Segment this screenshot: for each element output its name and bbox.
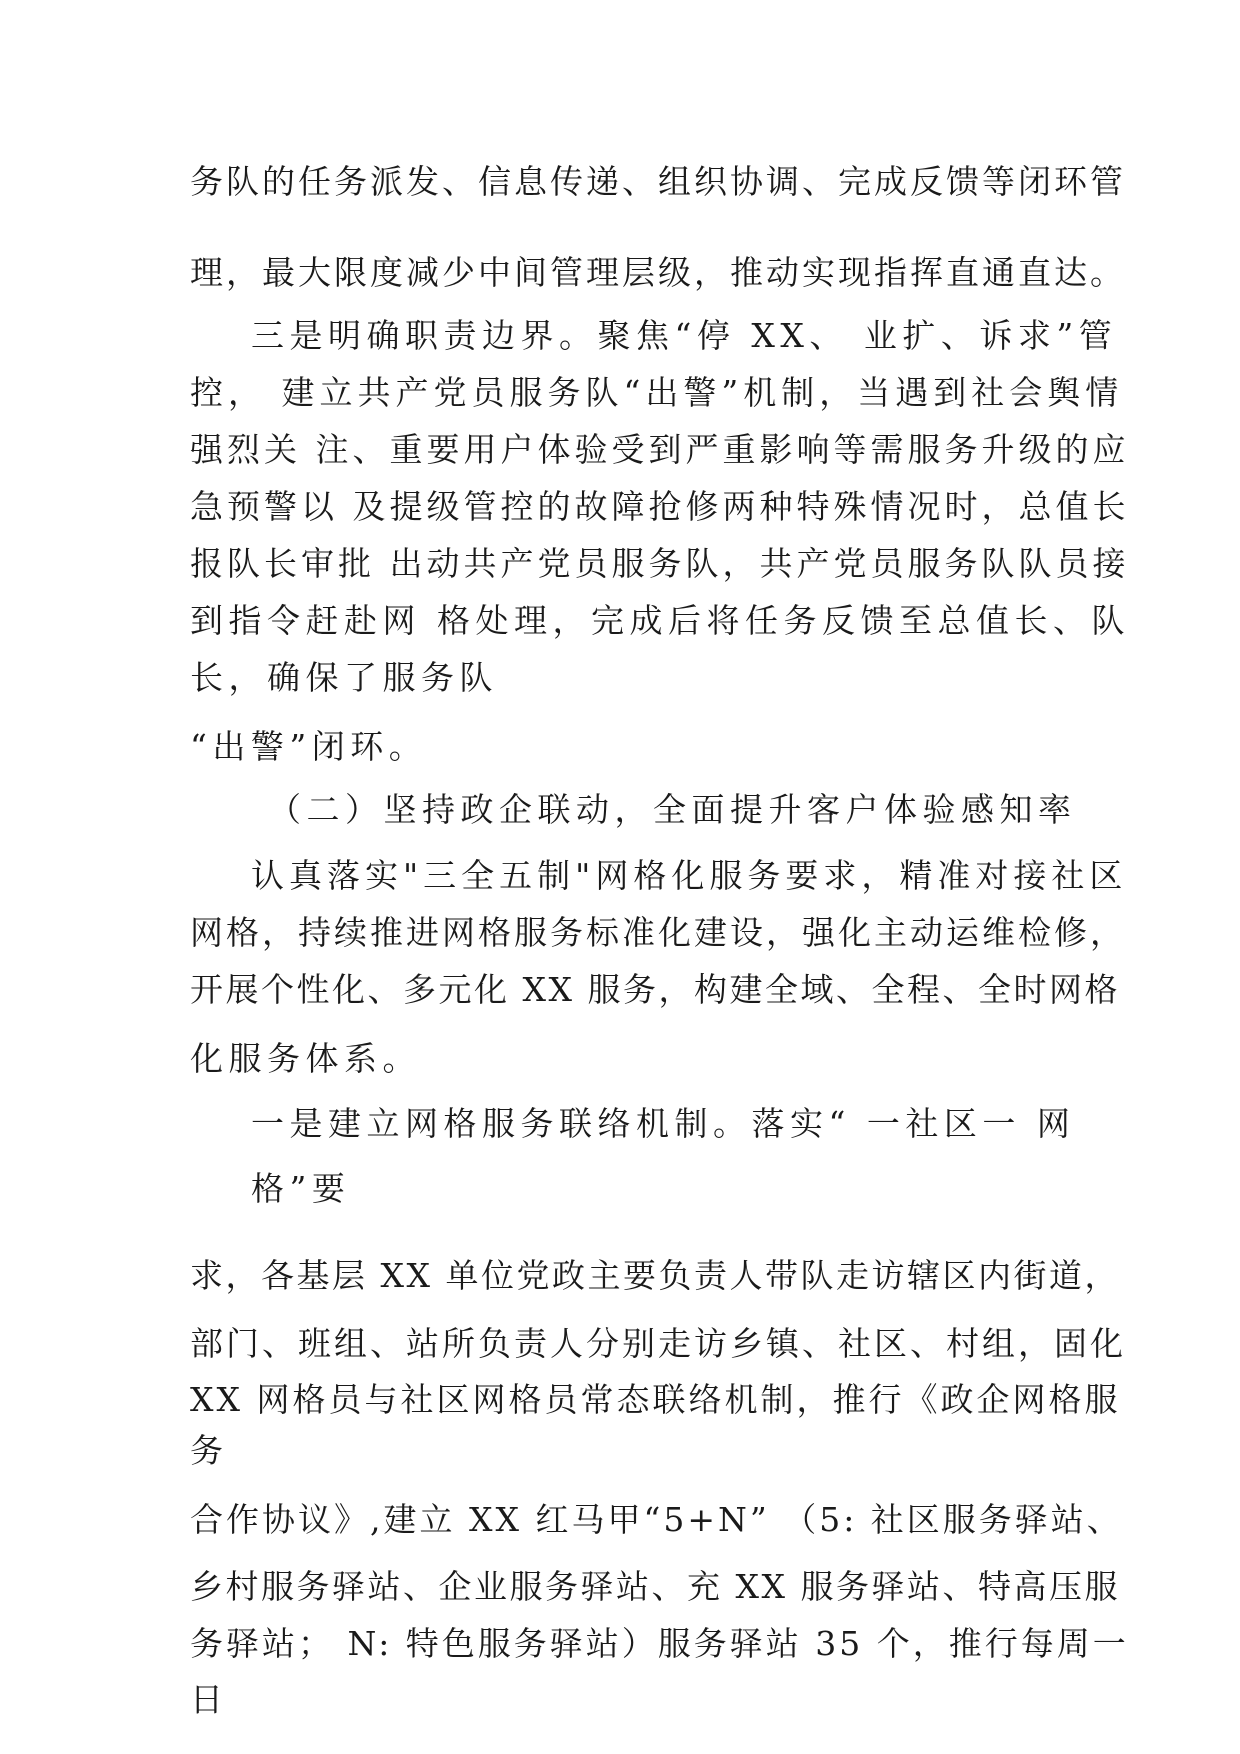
text-line: 日 xyxy=(190,1680,229,1719)
text-line: 格”要 xyxy=(251,1169,351,1208)
text-line: XX 网格员与社区网格员常态联络机制，推行《政企网格服 xyxy=(190,1380,1121,1419)
text-line: 一是建立网格服务联络机制。落实“ 一社区一 网 xyxy=(251,1104,1076,1143)
text-line: 到指令赶赴网 格处理，完成后将任务反馈至总值长、队 xyxy=(190,601,1130,640)
text-line: 报队长审批 出动共产党员服务队，共产党员服务队队员接 xyxy=(190,544,1130,583)
text-line: 务队的任务派发、信息传递、组织协调、完成反馈等闭环管 xyxy=(190,162,1126,201)
text-line: 强烈关 注、重要用户体验受到严重影响等需服务升级的应 xyxy=(190,430,1130,469)
text-line: 控， 建立共产党员服务队“出警”机制，当遇到社会舆情 xyxy=(190,373,1124,412)
text-line: 合作协议》,建立 XX 红马甲“5+N” （5: 社区服务驿站、 xyxy=(190,1500,1123,1539)
text-line: “出警”闭环。 xyxy=(190,727,428,766)
section-heading: （二）坚持政企联动，全面提升客户体验感知率 xyxy=(268,790,1077,829)
text-line: 务驿站； N: 特色服务驿站）服务驿站 35 个，推行每周一 xyxy=(190,1624,1129,1663)
text-line: 三是明确职责边界。聚焦“停 XX、 业扩、诉求”管 xyxy=(251,316,1118,355)
text-line: 乡村服务驿站、企业服务驿站、充 XX 服务驿站、特高压服 xyxy=(190,1567,1120,1606)
text-line: 急预警以 及提级管控的故障抢修两种特殊情况时，总值长 xyxy=(190,487,1130,526)
text-line: 长，确保了服务队 xyxy=(190,658,498,697)
text-line: 认真落实"三全五制"网格化服务要求，精准对接社区 xyxy=(251,856,1128,895)
text-line: 部门、班组、站所负责人分别走访乡镇、社区、村组，固化 xyxy=(190,1324,1126,1363)
text-line: 网格，持续推进网格服务标准化建设，强化主动运维检修， xyxy=(190,913,1126,952)
text-line: 理，最大限度减少中间管理层级，推动实现指挥直通直达。 xyxy=(190,253,1126,292)
text-line: 化服务体系。 xyxy=(190,1039,421,1078)
text-line: 务 xyxy=(190,1431,229,1470)
text-line: 求，各基层 XX 单位党政主要负责人带队走访辖区内街道， xyxy=(190,1256,1120,1295)
text-line: 开展个性化、多元化 XX 服务，构建全域、全程、全时网格 xyxy=(190,970,1120,1009)
